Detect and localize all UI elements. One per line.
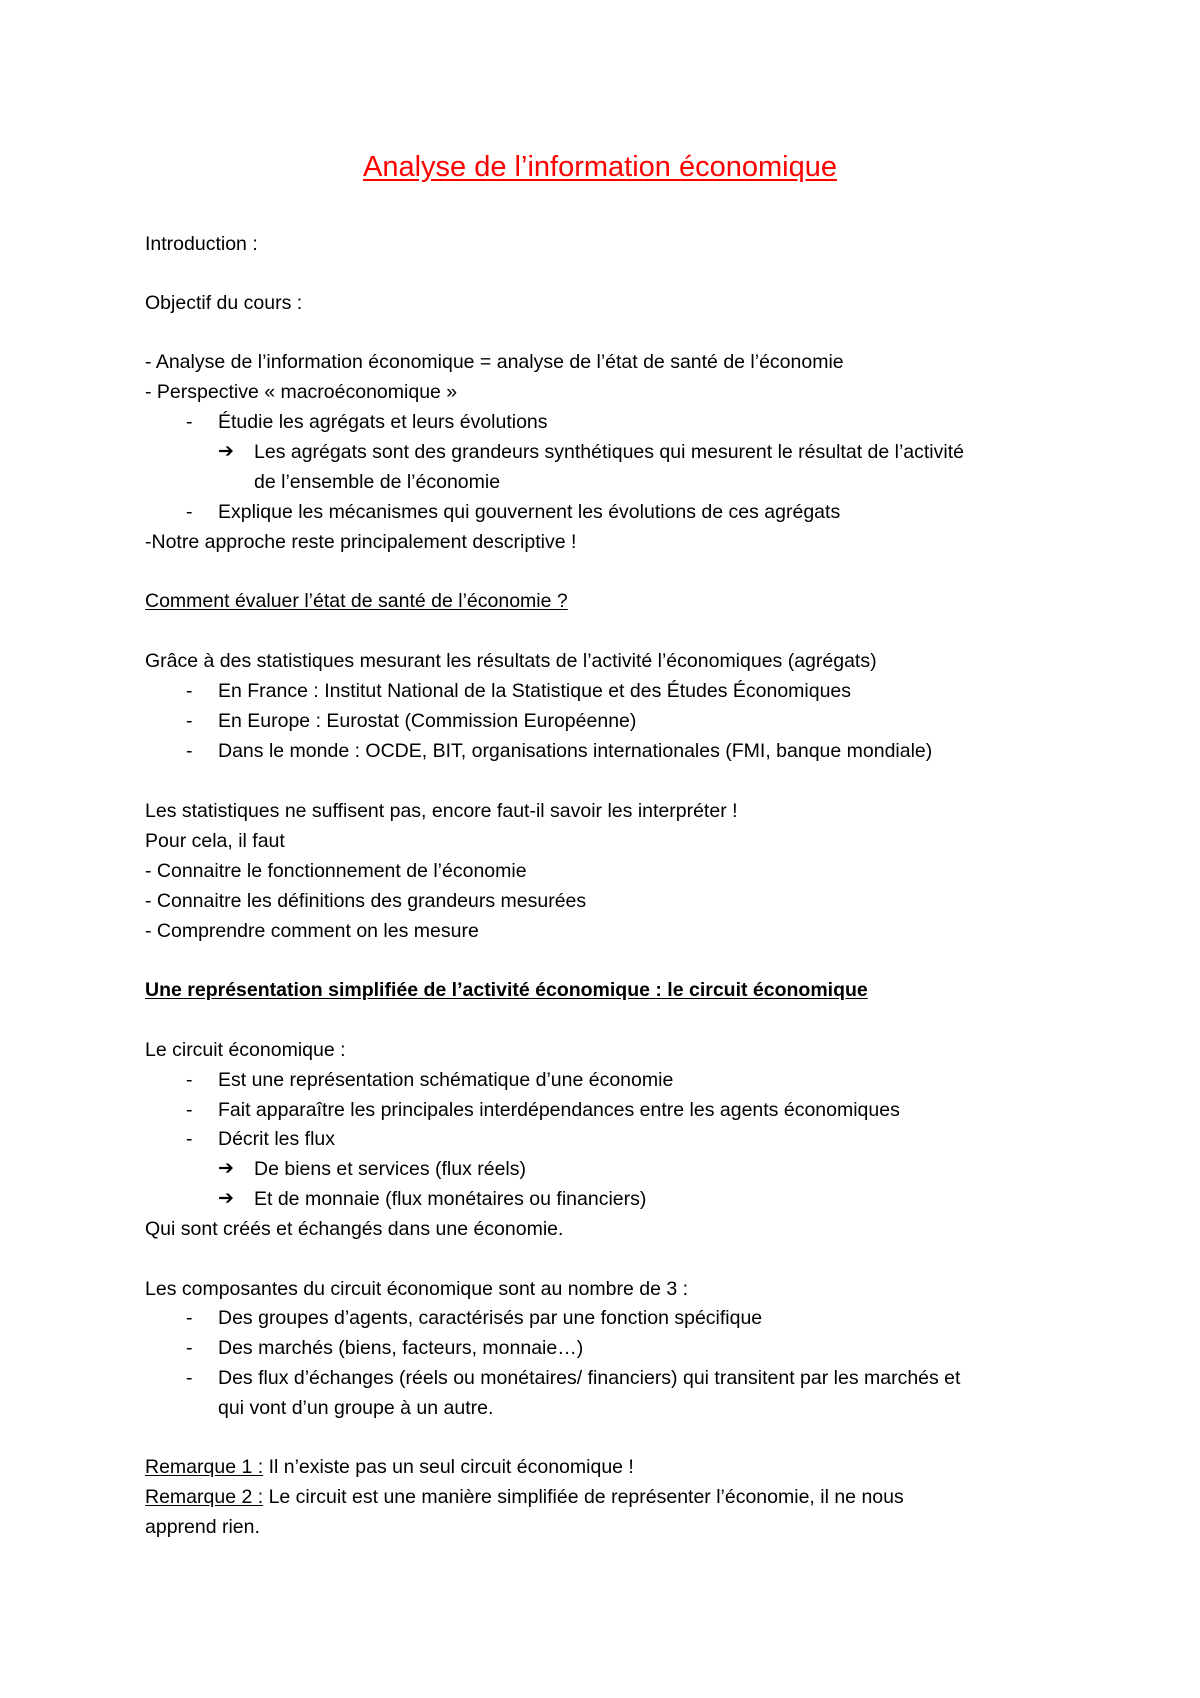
- remark-2-label: Remarque 2 :: [145, 1486, 264, 1508]
- intro-line-3: -Notre approche reste principalement descriptive !: [145, 531, 577, 553]
- bullet-dash: -: [186, 1367, 193, 1389]
- section1-paragraph-3: Pour cela, il faut: [145, 830, 285, 852]
- section2-heading: Une représentation simplifiée de l’activité économique : le circuit économique: [145, 979, 868, 1001]
- section2-intro: Le circuit économique :: [145, 1039, 346, 1061]
- intro-sub-2: Explique les mécanismes qui gouvernent les évolutions de ces agrégats: [218, 501, 841, 523]
- list-item: Dans le monde : OCDE, BIT, organisations internationales (FMI, banque mondiale): [218, 740, 933, 762]
- objective-heading: Objectif du cours :: [145, 292, 303, 314]
- remark-2: [145, 1485, 904, 1509]
- list-item-continuation: qui vont d’un groupe à un autre.: [218, 1397, 494, 1419]
- bullet-dash: -: [186, 501, 193, 523]
- bullet-dash: -: [186, 1069, 193, 1091]
- list-item: En Europe : Eurostat (Commission Européenne): [218, 710, 637, 732]
- bullet-dash: -: [186, 1337, 193, 1359]
- list-item: Est une représentation schématique d’une économie: [218, 1069, 674, 1091]
- intro-heading: Introduction :: [145, 233, 258, 255]
- remark-1: [145, 1455, 634, 1479]
- arrow-icon: ➔: [218, 1158, 234, 1179]
- list-item: En France : Institut National de la Statistique et des Études Économiques: [218, 680, 852, 702]
- bullet-dash: -: [186, 710, 193, 732]
- bullet-dash: -: [186, 1099, 193, 1121]
- list-item: Des flux d’échanges (réels ou monétaires/ financiers) qui transitent par les marchés et: [218, 1367, 961, 1389]
- arrow-icon: ➔: [218, 1188, 234, 1209]
- arrow-icon: ➔: [218, 441, 234, 462]
- components-intro: Les composantes du circuit économique sont au nombre de 3 :: [145, 1278, 689, 1300]
- intro-line-2: - Perspective « macroéconomique »: [145, 381, 458, 403]
- remark-1-label: Remarque 1 :: [145, 1456, 264, 1478]
- list-item: - Connaitre le fonctionnement de l’économie: [145, 860, 527, 882]
- section1-paragraph-1: Grâce à des statistiques mesurant les résultats de l’activité l’économiques (agrégats): [145, 650, 877, 672]
- bullet-dash: -: [186, 1307, 193, 1329]
- intro-sub-1: Étudie les agrégats et leurs évolutions: [218, 411, 548, 433]
- remark-2-text: Le circuit est une manière simplifiée de représenter l’économie, il ne nous: [263, 1486, 904, 1508]
- list-item: - Comprendre comment on les mesure: [145, 920, 479, 942]
- section1-paragraph-2: Les statistiques ne suffisent pas, encore faut-il savoir les interpréter !: [145, 800, 738, 822]
- intro-arrow-1b: de l’ensemble de l’économie: [254, 471, 501, 493]
- list-item: Des groupes d’agents, caractérisés par une fonction spécifique: [218, 1307, 763, 1329]
- list-item: Et de monnaie (flux monétaires ou financiers): [254, 1188, 647, 1210]
- intro-line-1: - Analyse de l’information économique = analyse de l’état de santé de l’économie: [145, 351, 844, 373]
- remark-2-continuation: apprend rien.: [145, 1516, 260, 1538]
- bullet-dash: -: [186, 740, 193, 762]
- remark-1-text: Il n’existe pas un seul circuit économique !: [263, 1456, 634, 1478]
- list-item: Des marchés (biens, facteurs, monnaie…): [218, 1337, 584, 1359]
- bullet-dash: -: [186, 411, 193, 433]
- list-item: Fait apparaître les principales interdépendances entre les agents économiques: [218, 1099, 900, 1121]
- section2-after: Qui sont créés et échangés dans une économie.: [145, 1218, 564, 1240]
- section1-heading: Comment évaluer l’état de santé de l’économie ?: [145, 590, 568, 612]
- intro-arrow-1a: Les agrégats sont des grandeurs synthétiques qui mesurent le résultat de l’activité: [254, 441, 964, 463]
- bullet-dash: -: [186, 680, 193, 702]
- bullet-dash: -: [186, 1128, 193, 1150]
- list-item: Décrit les flux: [218, 1128, 336, 1150]
- list-item: - Connaitre les définitions des grandeurs mesurées: [145, 890, 587, 912]
- list-item: De biens et services (flux réels): [254, 1158, 527, 1180]
- page-title: Analyse de l’information économique: [363, 151, 837, 183]
